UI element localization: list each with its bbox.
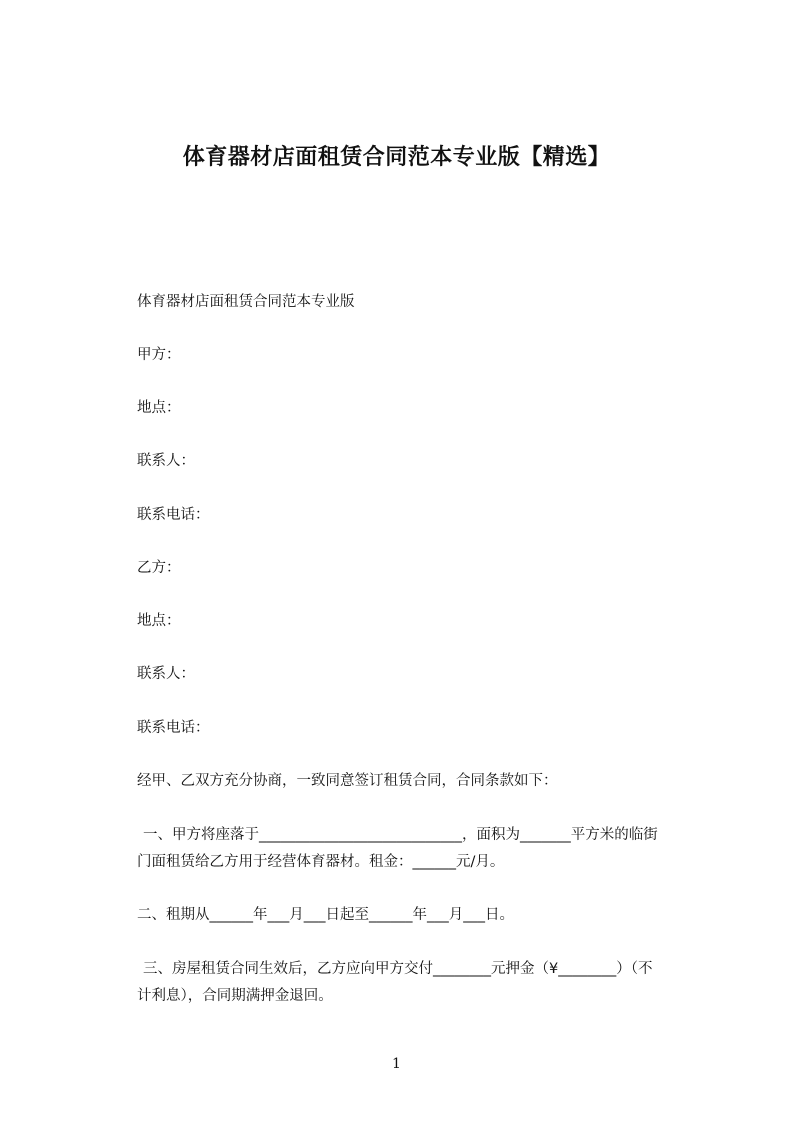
party-a-contact: 联系人： bbox=[137, 453, 195, 469]
party-a-phone: 联系电话： bbox=[137, 507, 210, 523]
clause-1-line-2: 门面租赁给乙方用于经营体育器材。租金：______元/月。 bbox=[137, 854, 505, 870]
party-b-label: 乙方： bbox=[137, 560, 181, 576]
document-title: 体育器材店面租赁合同范本专业版【精选】 bbox=[182, 145, 611, 170]
clause-2: 二、租期从______年___月___日起至______年___月___日。 bbox=[137, 907, 514, 923]
party-a-address: 地点： bbox=[137, 400, 181, 416]
clause-1-line-1: 一、甲方将座落于____________________________，面积为_______平方米的临街 bbox=[143, 827, 658, 843]
clause-3-line-1: 三、房屋租赁合同生效后，乙方应向甲方交付________元押金（¥________）（不 bbox=[143, 961, 653, 977]
page-number: 1 bbox=[392, 1056, 401, 1072]
clause-3-line-2: 计利息），合同期满押金退回。 bbox=[137, 988, 333, 1004]
contract-intro: 经甲、乙双方充分协商，一致同意签订租赁合同，合同条款如下： bbox=[137, 773, 558, 789]
party-b-phone: 联系电话： bbox=[137, 720, 210, 736]
document-subtitle: 体育器材店面租赁合同范本专业版 bbox=[137, 294, 355, 310]
party-a-label: 甲方： bbox=[137, 347, 181, 363]
party-b-address: 地点： bbox=[137, 613, 181, 629]
party-b-contact: 联系人： bbox=[137, 666, 195, 682]
